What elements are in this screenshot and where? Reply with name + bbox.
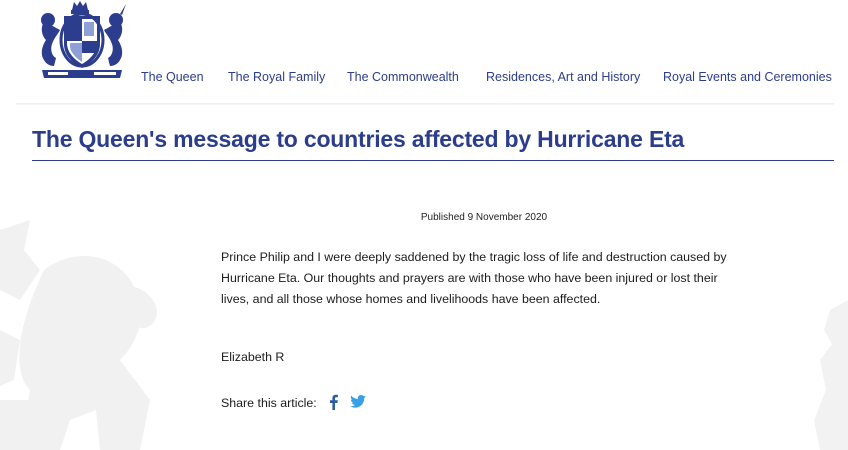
twitter-icon[interactable] (350, 395, 366, 411)
nav-item-royal-events-ceremonies[interactable]: Royal Events and Ceremonies (663, 70, 832, 84)
published-date: Published 9 November 2020 (420, 212, 548, 223)
page-title: The Queen's message to countries affected by Hurricane Eta (32, 126, 685, 152)
facebook-icon[interactable] (329, 394, 338, 413)
nav-item-the-royal-family[interactable]: The Royal Family (228, 70, 326, 84)
nav-item-residences-art-history[interactable]: Residences, Art and History (486, 70, 641, 84)
title-underline (32, 160, 834, 161)
nav-item-the-commonwealth[interactable]: The Commonwealth (347, 70, 459, 84)
site-header (0, 0, 848, 104)
share-label: Share this article: (221, 396, 317, 410)
signature: Elizabeth R (221, 350, 285, 364)
crest-watermark-left (0, 210, 180, 450)
nav-item-the-queen[interactable]: The Queen (141, 70, 204, 84)
share-bar (221, 394, 366, 412)
article-body: Prince Philip and I were deeply saddened by the tragic loss of life and destruction caused by Hurricane Eta. Our thoughts and prayers are with those who have been injured or lost their lives, and all those whose homes and livelihoods have been affected. (221, 250, 727, 306)
header-divider (16, 103, 834, 105)
crest-watermark-right (800, 300, 848, 450)
main-nav (0, 70, 848, 90)
